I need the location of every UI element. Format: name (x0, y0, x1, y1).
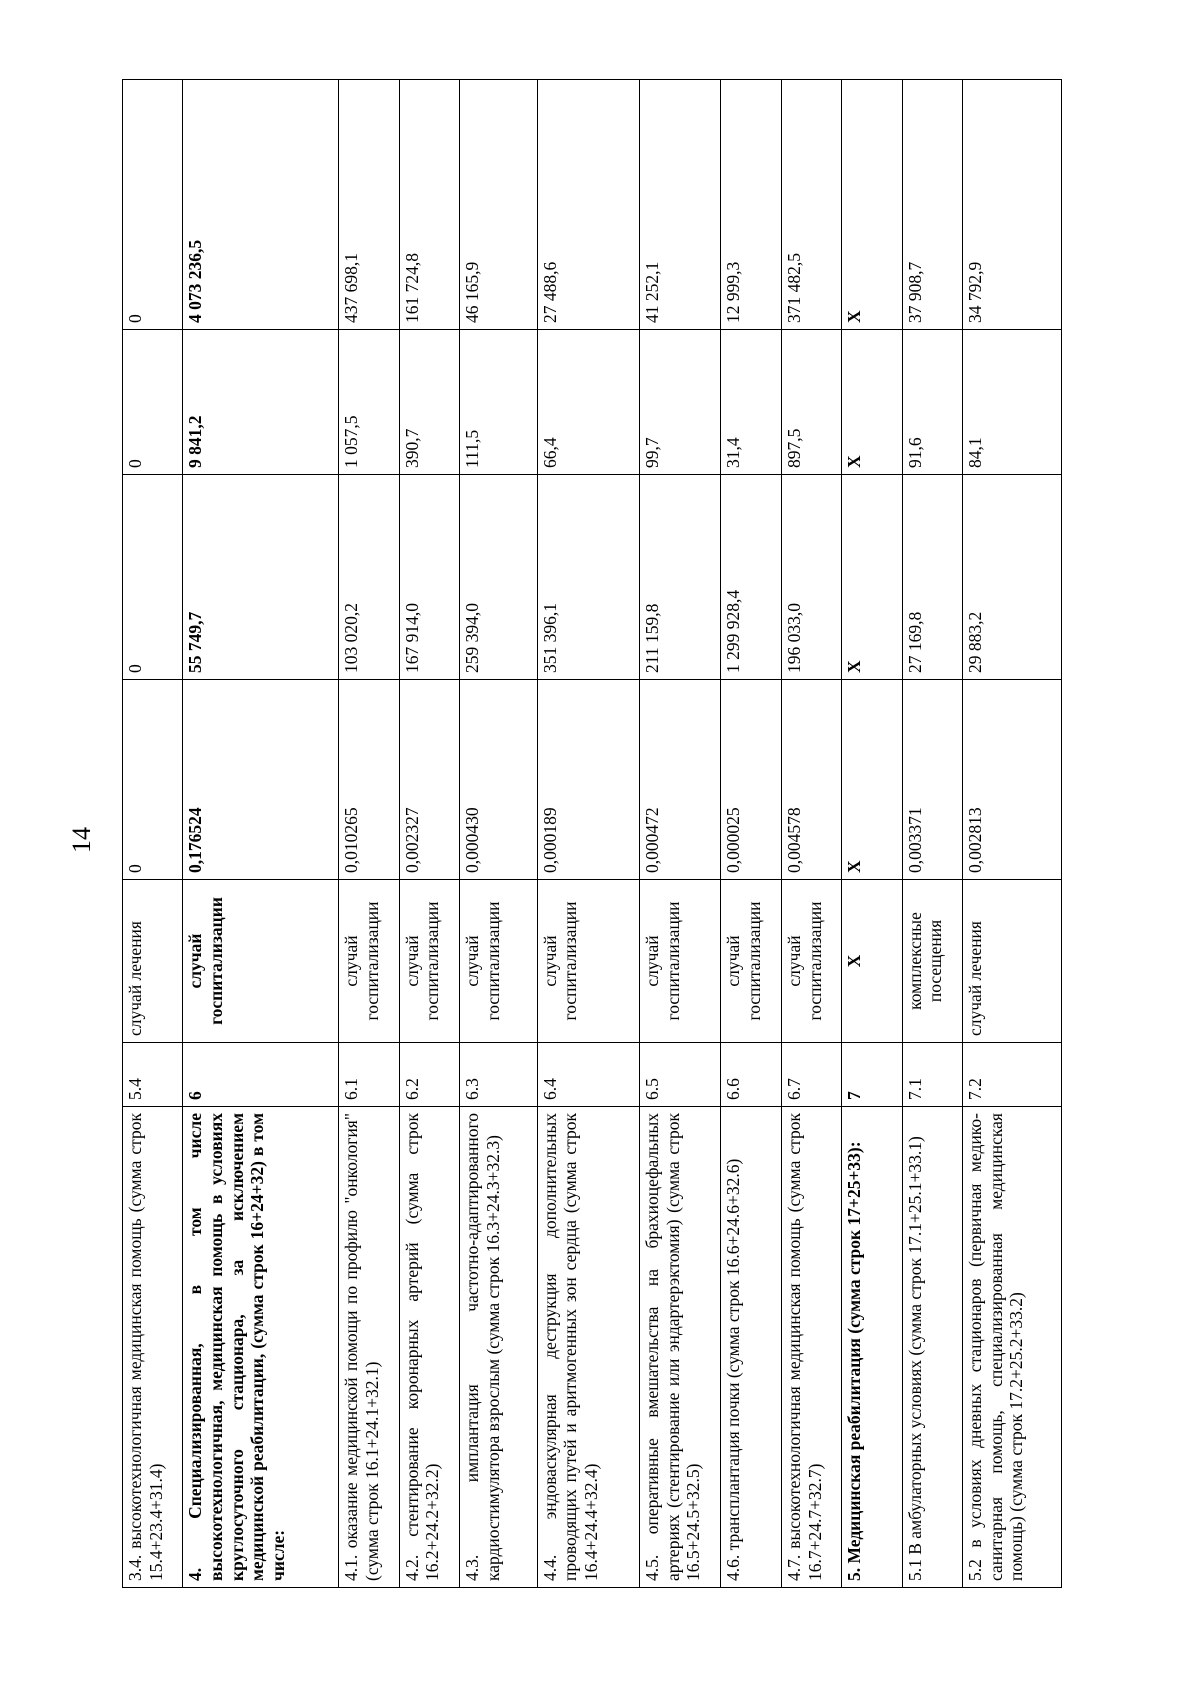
total-cost-cell: 12 999,3 (721, 80, 781, 330)
cost-per-unit-cell: 259 394,0 (459, 475, 537, 680)
row-number-cell: 6.1 (339, 1043, 399, 1107)
volume-per-person-cell: 0,000189 (537, 680, 639, 880)
cost-per-unit-cell: 55 749,7 (183, 475, 339, 680)
row-number-cell: 7.1 (902, 1043, 962, 1107)
volume-per-person-cell: Х (842, 680, 902, 880)
row-name-cell: 4.3. имплантация частотно-адаптированного кардиостимулятора взрослым (сумма строк 16.3+24.3+32.3) (459, 1107, 537, 1588)
unit-cell: Х (842, 880, 902, 1043)
row-number-cell: 6.4 (537, 1043, 639, 1107)
volume-per-person-cell: 0,000430 (459, 680, 537, 880)
per-capita-cell: 111,5 (459, 330, 537, 475)
per-capita-cell: 1 057,5 (339, 330, 399, 475)
unit-cell: случай госпитализации (781, 880, 841, 1043)
total-cost-cell: 37 908,7 (902, 80, 962, 330)
table-row (537, 80, 639, 1588)
row-number-cell: 6.7 (781, 1043, 841, 1107)
page-number: 14 (67, 827, 96, 853)
cost-per-unit-cell: 27 169,8 (902, 475, 962, 680)
financing-table (122, 79, 1062, 1588)
total-cost-cell: 27 488,6 (537, 80, 639, 330)
cost-per-unit-cell: 1 299 928,4 (721, 475, 781, 680)
per-capita-cell: Х (842, 330, 902, 475)
cost-per-unit-cell: 103 020,2 (339, 475, 399, 680)
rotated-table-container (122, 80, 1062, 1588)
unit-cell: случай госпитализации (183, 880, 339, 1043)
table-row (459, 80, 537, 1588)
cost-per-unit-cell: 196 033,0 (781, 475, 841, 680)
row-name-cell: 4.6. трансплантация почки (сумма строк 16.6+24.6+32.6) (721, 1107, 781, 1588)
row-number-cell: 6.2 (399, 1043, 459, 1107)
table-row (399, 80, 459, 1588)
volume-per-person-cell: 0 (123, 680, 183, 880)
table-row (339, 80, 399, 1588)
per-capita-cell: 66,4 (537, 330, 639, 475)
row-name-cell: 4.4. эндоваскулярная деструкция дополнительных проводящих путей и аритмогенных зон сердца (сумма строк 16.4+24.4+32.4) (537, 1107, 639, 1588)
cost-per-unit-cell: 29 883,2 (963, 475, 1062, 680)
per-capita-cell: 9 841,2 (183, 330, 339, 475)
row-name-cell: 4.2. стентирование коронарных артерий (сумма строк 16.2+24.2+32.2) (399, 1107, 459, 1588)
volume-per-person-cell: 0,176524 (183, 680, 339, 880)
unit-cell: случай госпитализации (721, 880, 781, 1043)
row-number-cell: 6.5 (640, 1043, 721, 1107)
unit-cell: комплексные посещения (902, 880, 962, 1043)
row-name-cell: 4.1. оказание медицинской помощи по профилю "онкология" (сумма строк 16.1+24.1+32.1) (339, 1107, 399, 1588)
unit-cell: случай госпитализации (459, 880, 537, 1043)
unit-cell: случай лечения (123, 880, 183, 1043)
table-row (183, 80, 339, 1588)
total-cost-cell: 371 482,5 (781, 80, 841, 330)
per-capita-cell: 84,1 (963, 330, 1062, 475)
total-cost-cell: 41 252,1 (640, 80, 721, 330)
volume-per-person-cell: 0,004578 (781, 680, 841, 880)
total-cost-cell: 161 724,8 (399, 80, 459, 330)
total-cost-cell: 34 792,9 (963, 80, 1062, 330)
volume-per-person-cell: 0,000472 (640, 680, 721, 880)
table-row (640, 80, 721, 1588)
row-name-cell: 5.1 В амбулаторных условиях (сумма строк 17.1+25.1+33.1) (902, 1107, 962, 1588)
per-capita-cell: 390,7 (399, 330, 459, 475)
unit-cell: случай госпитализации (339, 880, 399, 1043)
total-cost-cell: 0 (123, 80, 183, 330)
row-number-cell: 6.3 (459, 1043, 537, 1107)
table-row (123, 80, 183, 1588)
cost-per-unit-cell: 167 914,0 (399, 475, 459, 680)
row-name-cell: 4.7. высокотехнологичная медицинская помощь (сумма строк 16.7+24.7+32.7) (781, 1107, 841, 1588)
row-number-cell: 7 (842, 1043, 902, 1107)
volume-per-person-cell: 0,002327 (399, 680, 459, 880)
total-cost-cell: 46 165,9 (459, 80, 537, 330)
volume-per-person-cell: 0,000025 (721, 680, 781, 880)
per-capita-cell: 31,4 (721, 330, 781, 475)
volume-per-person-cell: 0,003371 (902, 680, 962, 880)
row-name-cell: 4.5. оперативные вмешательства на брахиоцефальных артериях (стентирование или эндартерэктомия) (сумма строк 16.5+24.5+32.5) (640, 1107, 721, 1588)
volume-per-person-cell: 0,002813 (963, 680, 1062, 880)
total-cost-cell: 4 073 236,5 (183, 80, 339, 330)
table-row (963, 80, 1062, 1588)
row-name-cell: 5. Медицинская реабилитация (сумма строк 17+25+33): (842, 1107, 902, 1588)
row-number-cell: 6 (183, 1043, 339, 1107)
row-number-cell: 5.4 (123, 1043, 183, 1107)
per-capita-cell: 91,6 (902, 330, 962, 475)
per-capita-cell: 0 (123, 330, 183, 475)
table-row (721, 80, 781, 1588)
table-row (902, 80, 962, 1588)
table-row (781, 80, 841, 1588)
cost-per-unit-cell: Х (842, 475, 902, 680)
row-name-cell: 5.2 в условиях дневных стационаров (первичная медико-санитарная помощь, специализированная медицинская помощь) (сумма строк 17.2+25.2+33.2) (963, 1107, 1062, 1588)
cost-per-unit-cell: 0 (123, 475, 183, 680)
total-cost-cell: Х (842, 80, 902, 330)
cost-per-unit-cell: 211 159,8 (640, 475, 721, 680)
total-cost-cell: 437 698,1 (339, 80, 399, 330)
row-number-cell: 6.6 (721, 1043, 781, 1107)
row-name-cell: 4. Специализированная, в том числе высокотехнологичная, медицинская помощь в условиях круглосуточного стационара, за исключением медицинской реабилитации, (сумма строк 16+24+32) в том числе: (183, 1107, 339, 1588)
volume-per-person-cell: 0,010265 (339, 680, 399, 880)
table-row (842, 80, 902, 1588)
unit-cell: случай госпитализации (640, 880, 721, 1043)
row-name-cell: 3.4. высокотехнологичная медицинская помощь (сумма строк 15.4+23.4+31.4) (123, 1107, 183, 1588)
per-capita-cell: 99,7 (640, 330, 721, 475)
unit-cell: случай лечения (963, 880, 1062, 1043)
row-number-cell: 7.2 (963, 1043, 1062, 1107)
per-capita-cell: 897,5 (781, 330, 841, 475)
unit-cell: случай госпитализации (537, 880, 639, 1043)
unit-cell: случай госпитализации (399, 880, 459, 1043)
table-body (123, 80, 1062, 1588)
cost-per-unit-cell: 351 396,1 (537, 475, 639, 680)
